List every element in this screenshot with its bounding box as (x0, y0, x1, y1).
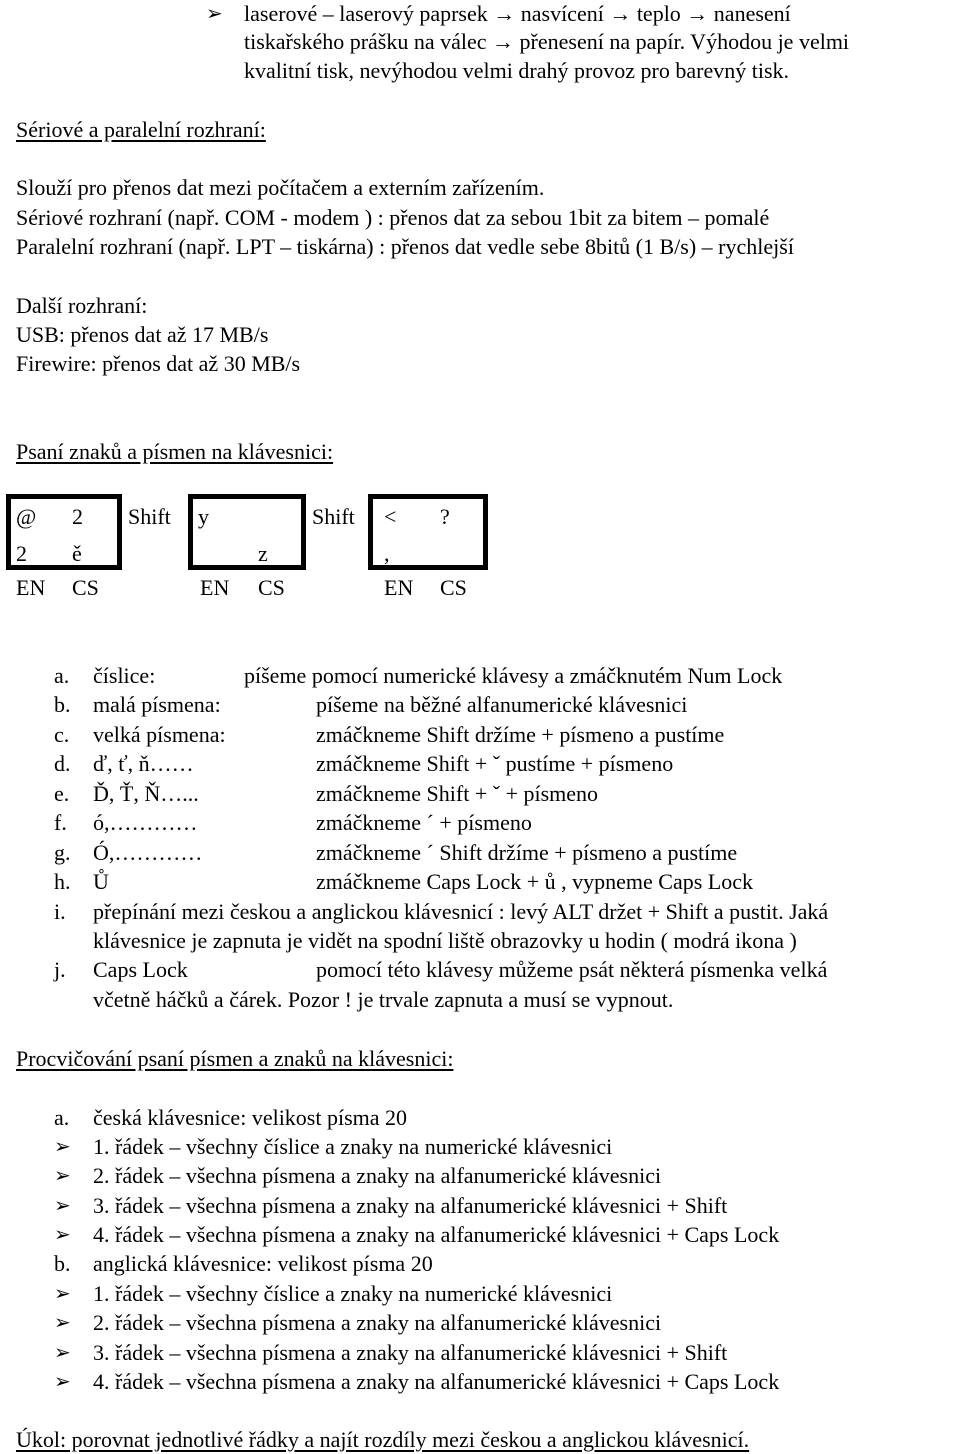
practice-item: 4. řádek – všechna písmena a znaky na alfanumerické klávesnici + Caps Lock (93, 1222, 780, 1247)
rule-marker: e. (54, 781, 70, 806)
list-line: laserové – laserový paprsek → nasvícení → teplo → nanesení (244, 1, 791, 26)
rule-label: velká písmena: (93, 722, 226, 747)
paragraph-line: Firewire: přenos dat až 30 MB/s (16, 351, 301, 376)
rule-label: ó,………… (93, 810, 198, 835)
practice-item: 3. řádek – všechna písmena a znaky na alfanumerické klávesnici + Shift (93, 1193, 728, 1218)
rule-label: číslice: (93, 663, 156, 688)
rule-marker: d. (54, 751, 71, 776)
rule-marker: c. (54, 722, 70, 747)
practice-marker: a. (54, 1105, 70, 1130)
rule-text: zmáčkneme Shift + ˇ + písmeno (316, 781, 599, 806)
rule-text: zmáčkneme Shift držíme + písmeno a pustíme (316, 722, 725, 747)
paragraph-line: Sériové rozhraní (např. COM - modem ) : přenos dat za sebou 1bit za bitem – pomalé (16, 205, 770, 230)
rule-text: klávesnice je zapnuta je vidět na spodní liště obrazovky u hodin ( modrá ikona ) (93, 928, 797, 953)
practice-item: 4. řádek – všechna písmena a znaky na alfanumerické klávesnici + Caps Lock (93, 1369, 780, 1394)
lang-label-cs: CS (440, 575, 467, 600)
arrowhead-bullet-icon: ➢ (54, 1342, 71, 1364)
rule-label: Ó,………… (93, 840, 203, 865)
rule-text: zmáčkneme ´ Shift držíme + písmeno a pustíme (316, 840, 738, 865)
paragraph-line: USB: přenos dat až 17 MB/s (16, 322, 269, 347)
key-legend: z (258, 541, 268, 566)
lang-label-en: EN (384, 575, 414, 600)
lang-label-cs: CS (72, 575, 99, 600)
arrowhead-bullet-icon: ➢ (54, 1283, 71, 1305)
arrowhead-bullet-icon: ➢ (54, 1371, 71, 1393)
task-line: Úkol: porovnat jednotlivé řádky a najít rozdíly mezi českou a anglickou klávesnicí. (16, 1427, 750, 1452)
paragraph-line: Slouží pro přenos dat mezi počítačem a externím zařízením. (16, 175, 545, 200)
paragraph-line: Paralelní rozhraní (např. LPT – tiskárna) : přenos dat vedle sebe 8bitů (1 B/s) – rychlejší (16, 234, 794, 259)
key-legend: ě (72, 541, 82, 566)
rule-text: zmáčkneme ´ + písmeno (316, 810, 532, 835)
arrowhead-bullet-icon: ➢ (206, 3, 223, 25)
key-legend: y (198, 504, 209, 529)
practice-marker: b. (54, 1251, 71, 1276)
rule-marker: j. (54, 957, 66, 982)
rule-marker: a. (54, 663, 70, 688)
rule-marker: f. (54, 810, 67, 835)
key-legend: 2 (16, 541, 27, 566)
practice-title: anglická klávesnice: velikost písma 20 (93, 1251, 433, 1276)
arrowhead-bullet-icon: ➢ (54, 1224, 71, 1246)
key-legend: 2 (72, 504, 83, 529)
lang-label-cs: CS (258, 575, 285, 600)
practice-item: 2. řádek – všechna písmena a znaky na alfanumerické klávesnici (93, 1310, 662, 1335)
rule-marker: h. (54, 869, 71, 894)
arrowhead-bullet-icon: ➢ (54, 1136, 71, 1158)
rule-label: ď, ť, ň…… (93, 751, 194, 776)
section-heading: Sériové a paralelní rozhraní: (16, 117, 266, 142)
practice-title: česká klávesnice: velikost písma 20 (93, 1105, 408, 1130)
practice-item: 1. řádek – všechny číslice a znaky na numerické klávesnici (93, 1281, 613, 1306)
section-heading: Další rozhraní: (16, 293, 148, 318)
rule-label: malá písmena: (93, 692, 221, 717)
list-line: tiskařského prášku na válec → přenesení na papír. Výhodou je velmi (244, 29, 850, 54)
key-legend: , (384, 541, 390, 566)
rule-text: píšeme na běžné alfanumerické klávesnici (316, 692, 688, 717)
rule-text: zmáčkneme Shift + ˇ pustíme + písmeno (316, 751, 674, 776)
lang-label-en: EN (16, 575, 46, 600)
arrowhead-bullet-icon: ➢ (54, 1195, 71, 1217)
key-legend: ? (440, 504, 450, 529)
practice-item: 3. řádek – všechna písmena a znaky na alfanumerické klávesnici + Shift (93, 1340, 728, 1365)
key-legend: < (384, 504, 397, 529)
lang-label-en: EN (200, 575, 230, 600)
rule-text: píšeme pomocí numerické klávesy a zmáčknutém Num Lock (244, 663, 783, 688)
key-legend-shift: Shift (312, 504, 355, 529)
rule-text: pomocí této klávesy můžeme psát některá písmenka velká (316, 957, 828, 982)
section-heading: Procvičování psaní písmen a znaků na klávesnici: (16, 1046, 454, 1071)
rule-text: zmáčkneme Caps Lock + ů , vypneme Caps Lock (316, 869, 754, 894)
practice-item: 1. řádek – všechny číslice a znaky na numerické klávesnici (93, 1134, 613, 1159)
rule-text: včetně háčků a čárek. Pozor ! je trvale zapnuta a musí se vypnout. (93, 987, 674, 1012)
key-legend-shift: Shift (128, 504, 171, 529)
rule-label: Caps Lock (93, 957, 188, 982)
rule-text: přepínání mezi českou a anglickou klávesnicí : levý ALT držet + Shift a pustit. Jaká (93, 899, 829, 924)
rule-label: Ď, Ť, Ň…... (93, 781, 199, 806)
rule-marker: b. (54, 692, 71, 717)
practice-item: 2. řádek – všechna písmena a znaky na alfanumerické klávesnici (93, 1163, 662, 1188)
rule-marker: g. (54, 840, 71, 865)
section-heading: Psaní znaků a písmen na klávesnici: (16, 439, 334, 464)
arrowhead-bullet-icon: ➢ (54, 1165, 71, 1187)
rule-marker: i. (54, 899, 66, 924)
key-legend: @ (16, 504, 37, 529)
arrowhead-bullet-icon: ➢ (54, 1312, 71, 1334)
rule-label: Ů (93, 869, 109, 894)
list-line: kvalitní tisk, nevýhodou velmi drahý provoz pro barevný tisk. (244, 58, 790, 83)
